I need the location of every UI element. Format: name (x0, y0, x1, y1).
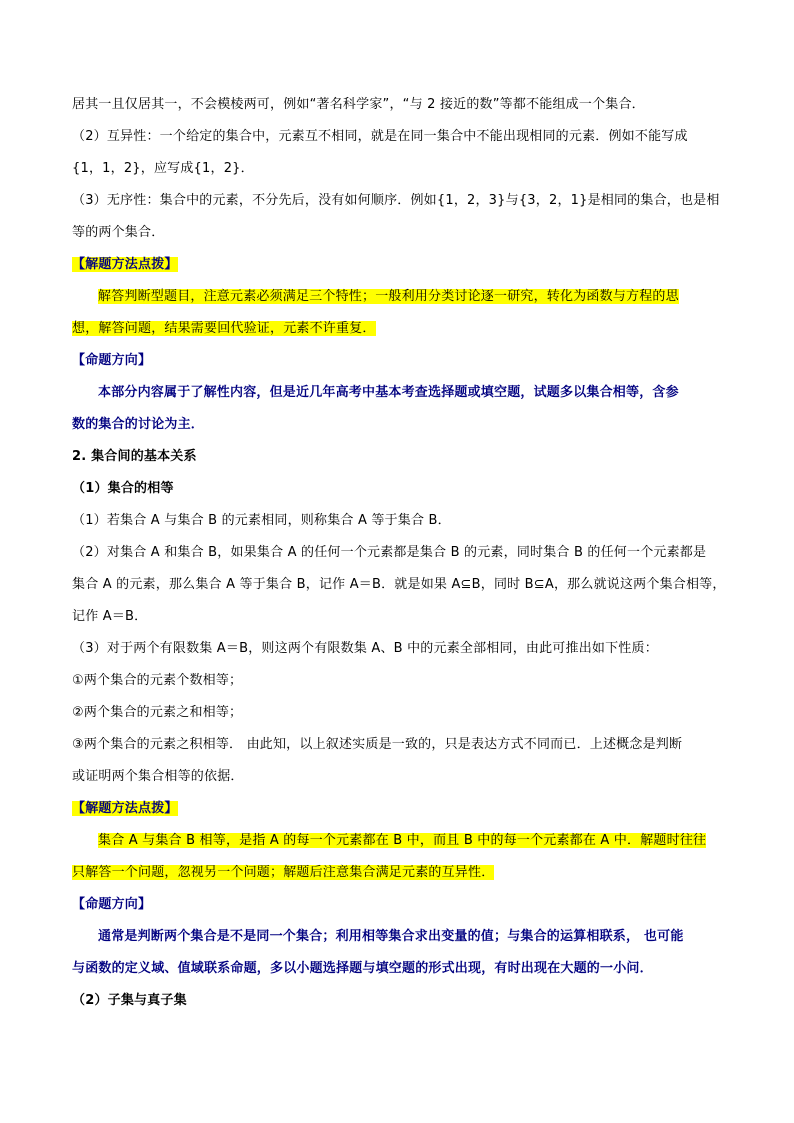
paragraph-definite: 居其一且仅居其一，不会模棱两可，例如“著名科学家”，“与 2 接近的数”等都不能组成一个集合． (72, 97, 645, 112)
direction-heading-2-text: 【命题方向】 (72, 897, 152, 912)
method-text-2a (72, 831, 722, 851)
property-3b: 或证明两个集合相等的依据． (72, 769, 244, 784)
direction-heading-1-text: 【命题方向】 (72, 353, 152, 368)
property-2: ②两个集合的元素之和相等； (72, 705, 243, 720)
method-text-1b (72, 319, 722, 339)
direction-text-1a: 本部分内容属于了解性内容，但是近几年高考中基本考查选择题或填空题，试题多以集合相等，含参 (98, 385, 679, 400)
property-1: ①两个集合的元素个数相等； (72, 673, 243, 688)
paragraph-distinct-1: （2）互异性：一个给定的集合中，元素互不相同，就是在同一集合中不能出现相同的元素．例如不能写成 (72, 129, 688, 144)
subsection-equality: （1）集合的相等 (72, 481, 174, 496)
method-text-2b-span: 只解答一个问题，忽视另一个问题；解题后注意集合满足元素的互异性． (72, 865, 495, 880)
paragraph-distinct-2: {1，1，2}，应写成{1，2}． (72, 161, 254, 176)
method-text-1b-span: 想，解答问题，结果需要回代验证，元素不许重复． (72, 321, 376, 336)
property-3a: ③两个集合的元素之积相等． 由此知，以上叙述实质是一致的，只是表达方式不同而已．上述概念是判断 (72, 737, 683, 752)
equality-item-2c: 记作 A＝B． (72, 609, 148, 624)
direction-heading-1 (72, 351, 722, 371)
method-text-2a-span: 集合 A 与集合 B 相等，是指 A 的每一个元素都在 B 中，而且 B 中的每一个元素都在 A 中．解题时往往 (98, 833, 707, 848)
subsection-subset: （2）子集与真子集 (72, 993, 187, 1008)
method-text-1a (72, 287, 722, 307)
method-heading-2-text: 【解题方法点拨】 (72, 801, 178, 816)
direction-heading-2 (72, 895, 722, 915)
direction-text-1b: 数的集合的讨论为主． (72, 417, 205, 432)
equality-item-2a: （2）对集合 A 和集合 B，如果集合 A 的任何一个元素都是集合 B 的元素，同时集合 B 的任何一个元素都是 (72, 545, 707, 560)
method-heading-2 (72, 799, 722, 819)
direction-text-2b: 与函数的定义域、值域联系命题，多以小题选择题与填空题的形式出现，有时出现在大题的一小问． (72, 961, 653, 976)
section-2-title: 2. 集合间的基本关系 (72, 449, 197, 464)
equality-item-2b: 集合 A 的元素，那么集合 A 等于集合 B，记作 A＝B．就是如果 A⊆B，同时 B⊆A，那么就说这两个集合相等， (72, 577, 726, 592)
paragraph-unordered-2: 等的两个集合． (72, 225, 165, 240)
direction-text-2a: 通常是判断两个集合是不是同一个集合；利用相等集合求出变量的值；与集合的运算相联系， 也可能 (98, 929, 684, 944)
method-heading-1-text: 【解题方法点拨】 (72, 257, 178, 272)
method-text-1a-span: 解答判断型题目，注意元素必须满足三个特性；一般利用分类讨论逐一研究，转化为函数与方程的思 (98, 289, 679, 304)
equality-item-3: （3）对于两个有限数集 A＝B，则这两个有限数集 A、B 中的元素全部相同，由此可推出如下性质： (72, 641, 658, 656)
equality-item-1: （1）若集合 A 与集合 B 的元素相同，则称集合 A 等于集合 B． (72, 513, 451, 528)
paragraph-unordered-1: （3）无序性：集合中的元素，不分先后，没有如何顺序．例如{1，2，3}与{3，2，1}是相同的集合，也是相 (72, 193, 720, 208)
method-text-2b (72, 863, 722, 883)
method-heading-1 (72, 255, 722, 275)
